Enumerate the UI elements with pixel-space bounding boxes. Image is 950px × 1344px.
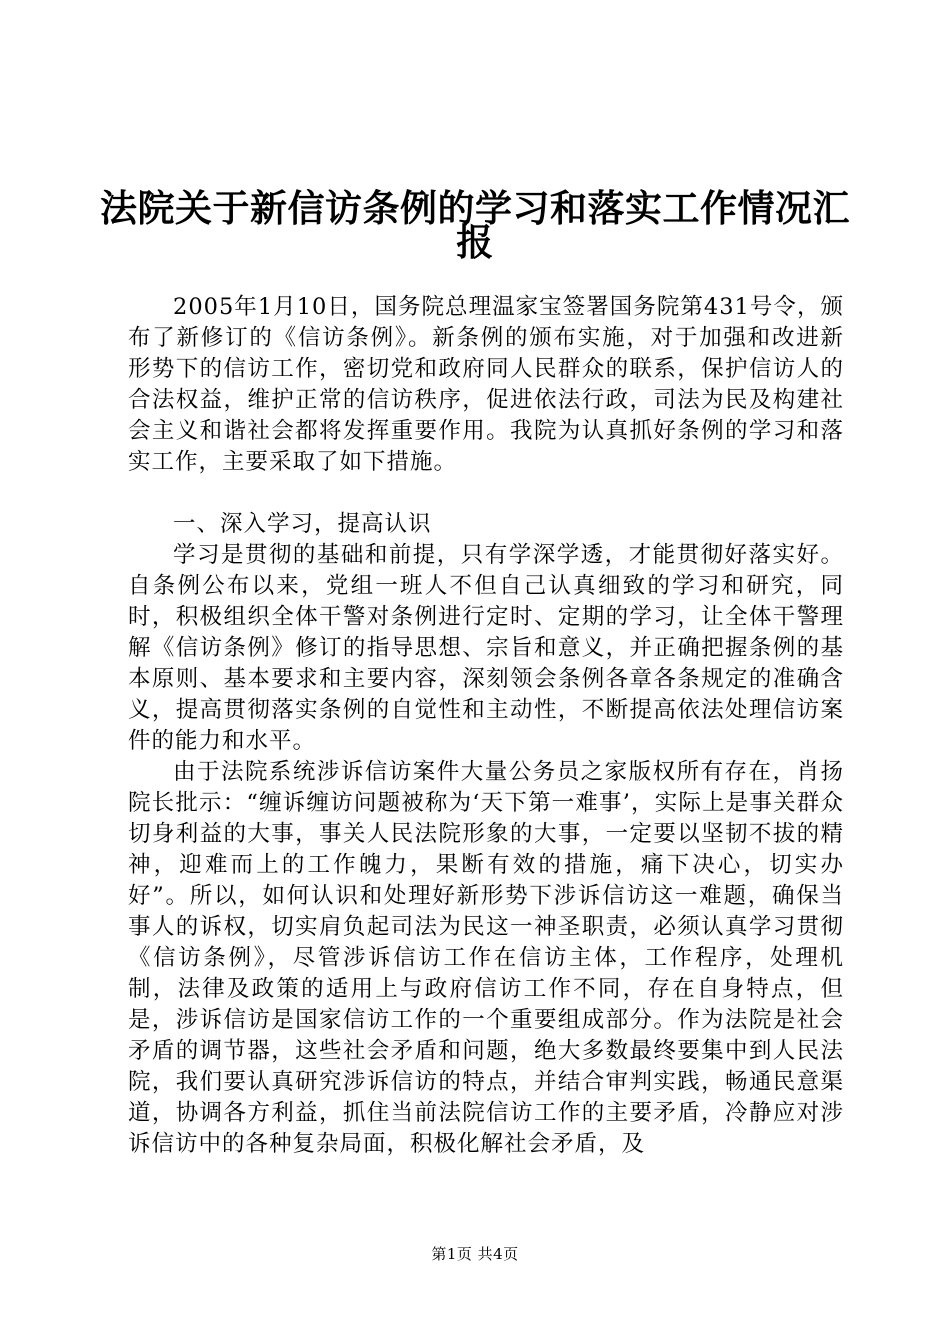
section-heading: 一、深入学习，提高认识: [173, 511, 432, 537]
document-body: [128, 292, 844, 1160]
document-title-line-2: 报: [456, 221, 494, 264]
page-footer: 第1页 共4页: [431, 1245, 519, 1263]
paragraph-court-petitions: 由于法院系统涉诉信访案件大量公务员之家版权所有存在，肖扬院长批示：“缠诉缠访问题被称为‘天下第一难事’，实际上是事关群众切身利益的大事，事关人民法院形象的大事，一定要以坚韧不拔的精神，迎难而上的工作魄力，果断有效的措施，痛下决心，切实办好”。所以，如何认识和处理好新形势下涉诉信访这一难题，确保当事人的诉权，切实肩负起司法为民这一神圣职责，必须认真学习贯彻《信访条例》，尽管涉诉信访工作在信访主体，工作程序，处理机制，法律及政策的适用上与政府信访工作不同，存在自身特点，但是，涉诉信访是国家信访工作的一个重要组成部分。作为法院是社会矛盾的调节器，这些社会矛盾和问题，绝大多数最终要集中到人民法院，我们要认真研究涉诉信访的特点，并结合审判实践，畅通民意渠道，协调各方利益，抓住当前法院信访工作的主要矛盾，冷静应对涉诉信访中的各种复杂局面，积极化解社会矛盾，及: [128, 759, 844, 1157]
paragraph-study: 学习是贯彻的基础和前提，只有学深学透，才能贯彻好落实好。自条例公布以来，党组一班人不但自己认真细致的学习和研究，同时，积极组织全体干警对条例进行定时、定期的学习，让全体干警理解《信访条例》修订的指导思想、宗旨和意义，并正确把握条例的基本原则、基本要求和主要内容，深刻领会条例各章各条规定的准确含义，提高贯彻落实条例的自觉性和主动性，不断提高依法处理信访案件的能力和水平。: [128, 542, 844, 754]
paragraph-intro: 2005年1月10日，国务院总理温家宝签署国务院第431号令，颁布了新修订的《信访条例》。新条例的颁布实施，对于加强和改进新形势下的信访工作，密切党和政府同人民群众的联系，保护信访人的合法权益，维护正常的信访秩序，促进依法行政，司法为民及构建社会主义和谐社会都将发挥重要作用。我院为认真抓好条例的学习和落实工作，主要采取了如下措施。: [128, 294, 844, 475]
document-title-line-1: 法院关于新信访条例的学习和落实工作情况汇: [100, 187, 850, 230]
